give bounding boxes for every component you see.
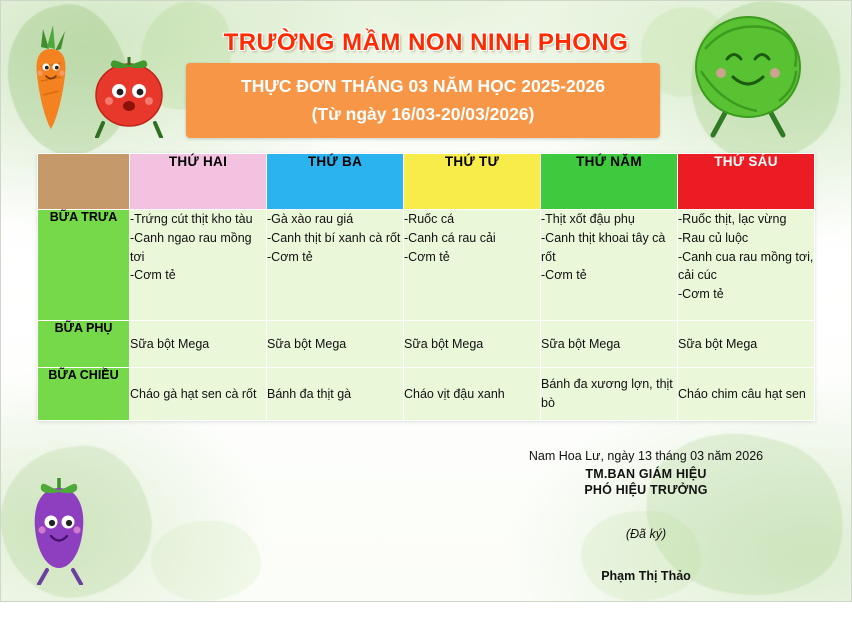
signature-signed-note: (Đã ký)	[625, 527, 667, 541]
tomato-mascot	[89, 43, 169, 138]
cell-lunch-wednesday: -Ruốc cá -Canh cá rau cải -Cơm tẻ	[404, 210, 541, 321]
column-header-friday: THỨ SÁU	[678, 154, 815, 210]
column-header-tuesday: THỨ BA	[267, 154, 404, 210]
column-header-thursday: THỨ NĂM	[541, 154, 678, 210]
cell-lunch-monday: -Trứng cút thịt kho tàu -Canh ngao rau mồng tơi -Cơm tẻ	[130, 210, 267, 321]
signature-place-date: Nam Hoa Lư, ngày 13 tháng 03 năm 2026	[528, 449, 764, 463]
menu-subtitle-banner	[186, 63, 660, 138]
cabbage-mascot	[683, 9, 813, 139]
cell-dinner-monday: Cháo gà hạt sen cà rốt	[130, 368, 267, 421]
menu-table	[37, 153, 815, 421]
row-label-lunch: BỮA TRƯA	[38, 210, 130, 321]
cell-snack-tuesday: Sữa bột Mega	[267, 321, 404, 368]
cell-snack-wednesday: Sữa bột Mega	[404, 321, 541, 368]
cell-dinner-wednesday: Cháo vịt đậu xanh	[404, 368, 541, 421]
carrot-mascot	[23, 23, 79, 133]
table-row	[38, 368, 815, 421]
signature-role-line1: TM.BAN GIÁM HIỆU	[585, 467, 707, 481]
table-row	[38, 210, 815, 321]
cell-snack-friday: Sữa bột Mega	[678, 321, 815, 368]
row-label-snack: BỮA PHỤ	[38, 321, 130, 368]
column-header-monday: THỨ HAI	[130, 154, 267, 210]
cell-lunch-friday: -Ruốc thịt, lạc vừng -Rau củ luộc -Canh cua rau mồng tơi, cải cúc -Cơm tẻ	[678, 210, 815, 321]
table-row	[38, 321, 815, 368]
cell-dinner-tuesday: Bánh đa thịt gà	[267, 368, 404, 421]
signature-name: Phạm Thị Thảo	[601, 569, 691, 583]
cell-lunch-thursday: -Thịt xốt đậu phụ -Canh thịt khoai tây cà rốt -Cơm tẻ	[541, 210, 678, 321]
cell-snack-thursday: Sữa bột Mega	[541, 321, 678, 368]
cell-dinner-thursday: Bánh đa xương lợn, thịt bò	[541, 368, 678, 421]
watercolor-blob	[151, 521, 261, 601]
menu-subtitle-daterange: (Từ ngày 16/03-20/03/2026)	[311, 103, 535, 124]
eggplant-mascot	[23, 470, 95, 585]
cell-snack-monday: Sữa bột Mega	[130, 321, 267, 368]
table-corner-cell	[38, 154, 130, 210]
signature-role-line2: PHÓ HIỆU TRƯỞNG	[584, 483, 708, 497]
signature-block	[481, 449, 811, 583]
cell-lunch-tuesday: -Gà xào rau giá -Canh thịt bí xanh cà rốt -Cơm tẻ	[267, 210, 404, 321]
page-title: TRƯỜNG MẦM NON NINH PHONG	[223, 29, 629, 56]
column-header-wednesday: THỨ TƯ	[404, 154, 541, 210]
cell-dinner-friday: Cháo chim câu hạt sen	[678, 368, 815, 421]
row-label-dinner: BỮA CHIỀU	[38, 368, 130, 421]
table-header-row	[38, 154, 815, 210]
menu-subtitle-month: THỰC ĐƠN THÁNG 03 NĂM HỌC 2025-2026	[241, 76, 605, 97]
